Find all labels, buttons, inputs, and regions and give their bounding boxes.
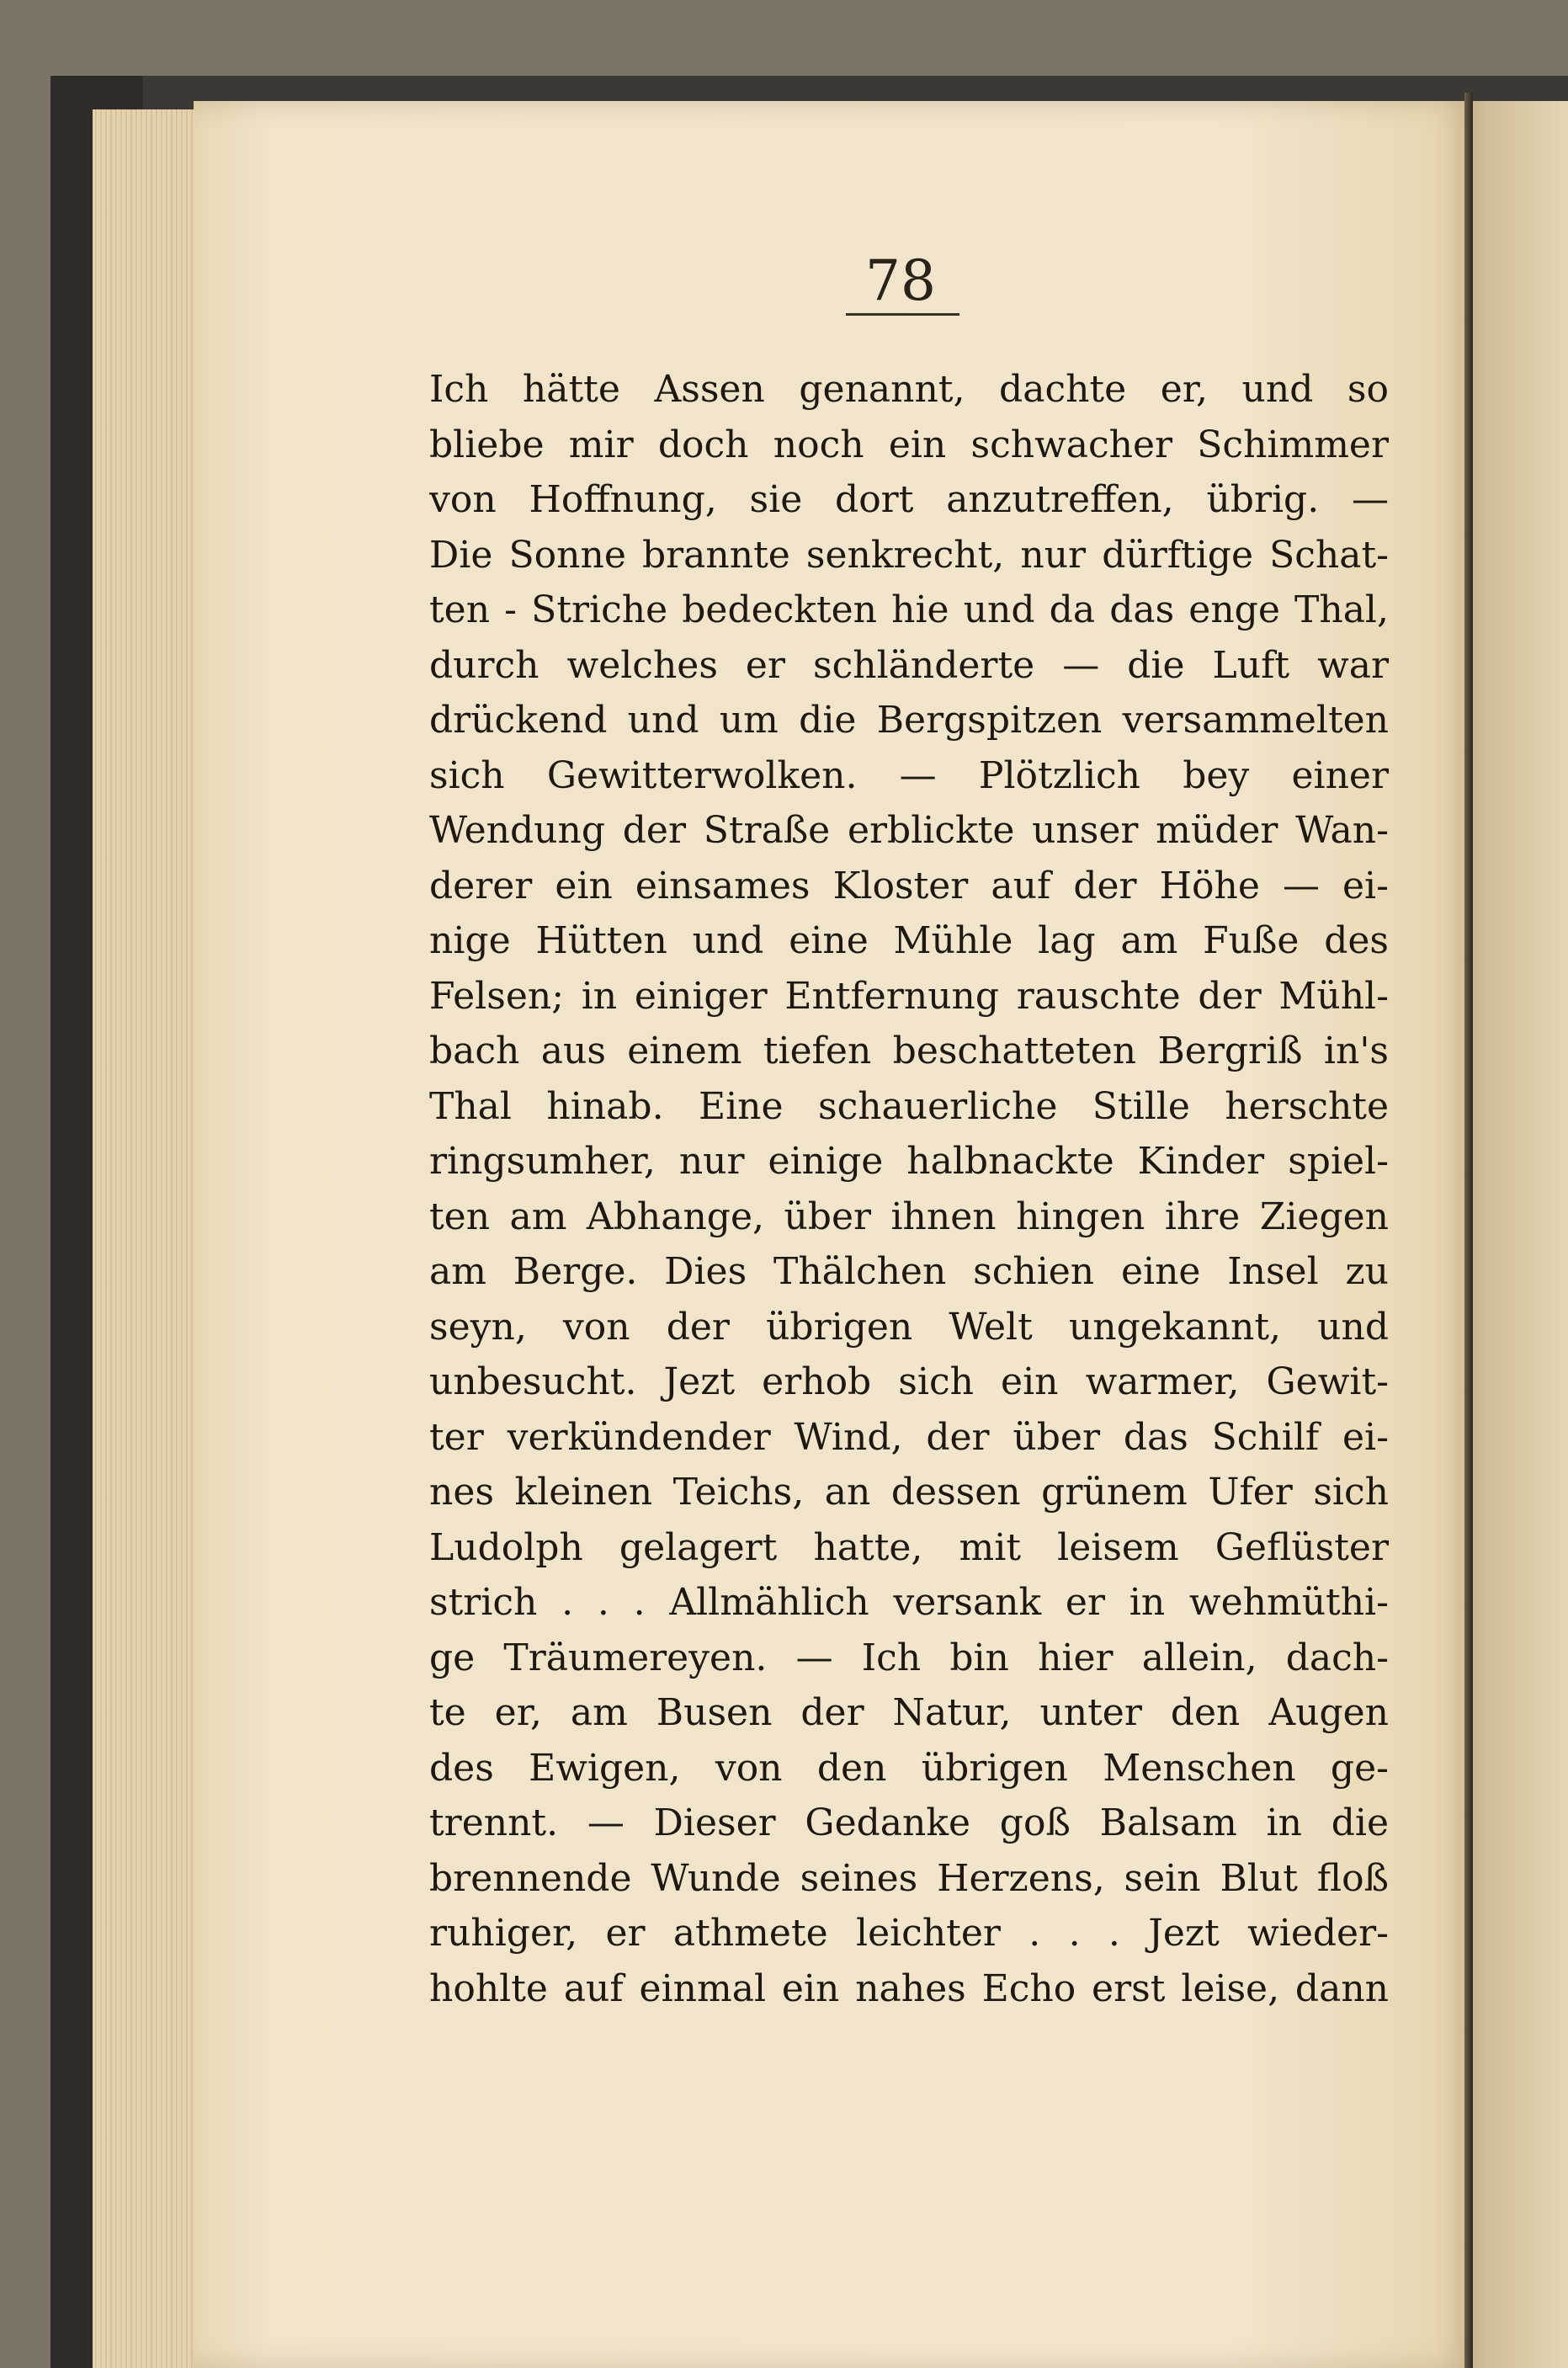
text-line: Ludolph gelagert hatte, mit leisem Geflüster [429,1525,1389,1569]
page-number-rule [846,313,959,316]
text-line: Felsen; in einiger Entfernung rauschte der Mühl- [429,974,1389,1018]
text-line: bach aus einem tiefen beschatteten Bergriß in's [429,1030,1389,1072]
text-line: Ich hätte Assen genannt, dachte er, und so [429,368,1389,411]
text-line: nes kleinen Teichs, an dessen grünem Ufer sich [429,1471,1389,1514]
text-line: Wendung der Straße erblickte unser müder Wan- [429,809,1389,852]
text-line: brennende Wunde seines Herzens, sein Blut floß [429,1856,1389,1900]
page-gutter [1464,93,1473,2368]
facing-page-edge [1473,101,1568,2368]
text-line: seyn, von der übrigen Welt ungekannt, und [429,1305,1389,1349]
text-line: trennt. — Dieser Gedanke goß Balsam in die [429,1801,1389,1844]
text-line: derer ein einsames Kloster auf der Höhe — ei- [429,864,1389,907]
text-line: strich . . . Allmählich versank er in wehmüthi- [429,1581,1389,1624]
text-line: unbesucht. Jezt erhob sich ein warmer, Gewit- [429,1360,1389,1403]
text-line: hohlte auf einmal ein nahes Echo erst leise, dann [429,1966,1389,2010]
text-line: ge Träumereyen. — Ich bin hier allein, dach- [429,1636,1389,1679]
body-text [429,362,1389,2016]
text-line: ter verkündender Wind, der über das Schilf ei- [429,1415,1389,1459]
text-line: te er, am Busen der Natur, unter den Augen [429,1691,1389,1734]
text-line: von Hoffnung, sie dort anzutreffen, übrig. — [429,478,1389,521]
text-line: sich Gewitterwolken. — Plötzlich bey einer [429,753,1389,797]
text-line: ten - Striche bedeckten hie und da das enge Thal, [429,588,1389,631]
text-line: ten am Abhange, über ihnen hingen ihre Ziegen [429,1195,1389,1238]
text-line: ruhiger, er athmete leichter . . . Jezt wieder- [429,1912,1389,1955]
text-line: am Berge. Dies Thälchen schien eine Insel zu [429,1250,1389,1293]
text-line: des Ewigen, von den übrigen Menschen ge- [429,1746,1389,1790]
text-line: bliebe mir doch noch ein schwacher Schimmer [429,423,1389,466]
text-line: nige Hütten und eine Mühle lag am Fuße des [429,919,1389,962]
page-number: 78 [865,248,936,313]
page-edges [93,109,210,2368]
text-line: Thal hinab. Eine schauerliche Stille herschte [429,1084,1389,1128]
text-line: durch welches er schländerte — die Luft war [429,643,1389,687]
text-line: drückend und um die Bergspitzen versammelten [429,699,1389,742]
text-line: Die Sonne brannte senkrecht, nur dürftige Schat- [429,533,1389,577]
text-line: ringsumher, nur einige halbnackte Kinder spiel- [429,1140,1389,1183]
